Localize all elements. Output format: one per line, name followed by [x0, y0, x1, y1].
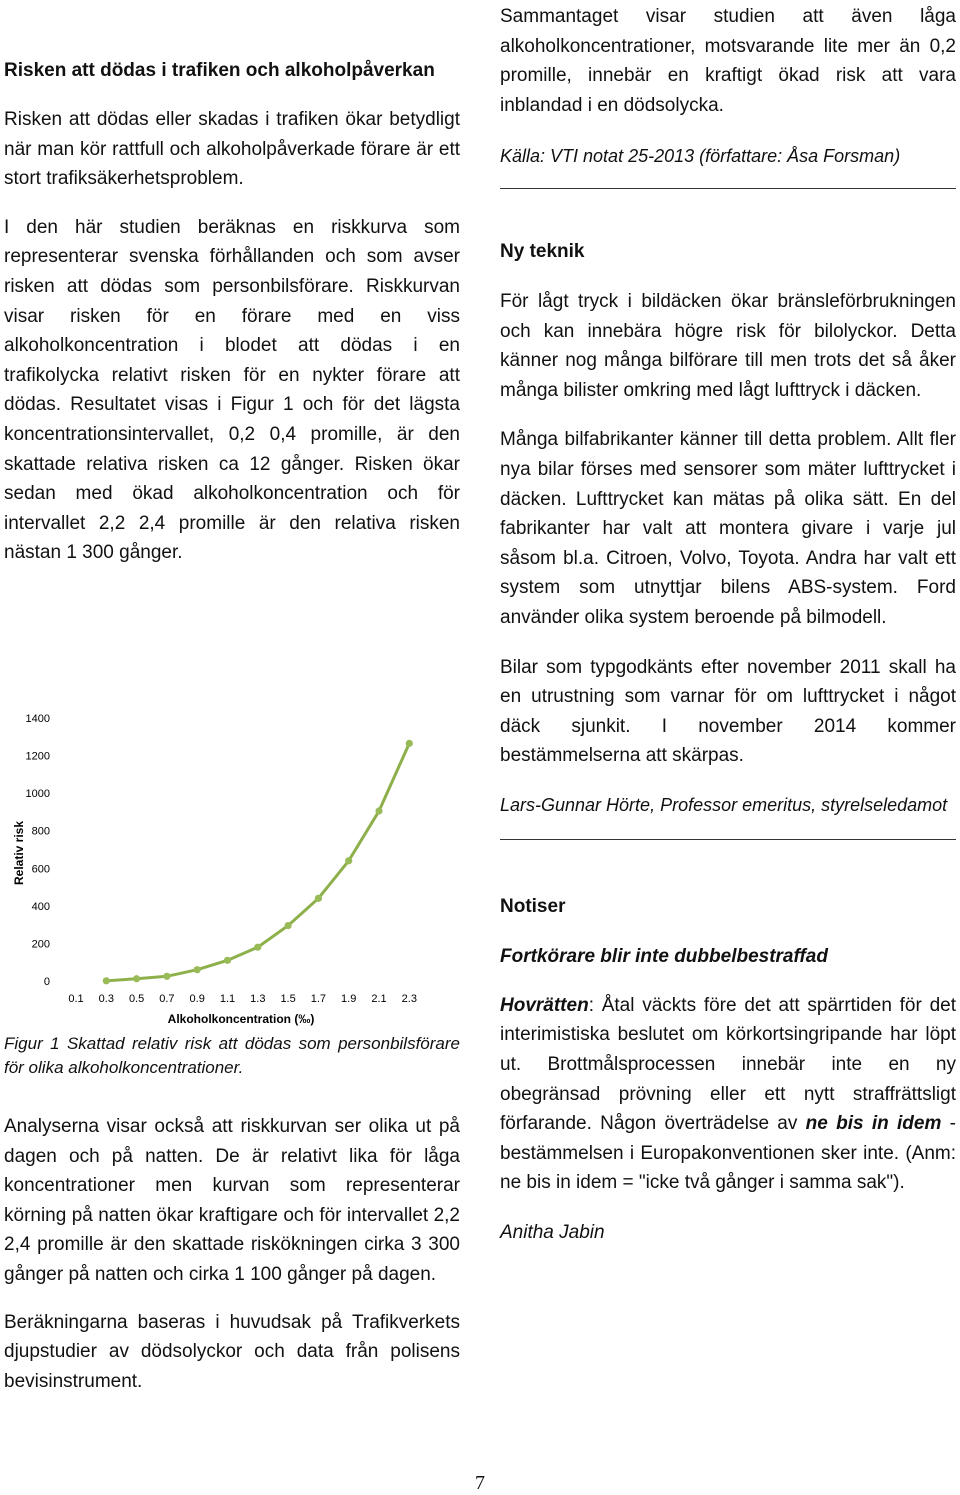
x-tick-label: 0.3: [98, 993, 114, 1005]
notice-text-b: - bestämmelsen i Europakonventionen sker inte. (Anm: ne bis in idem = "icke två gånger i samma sak").: [500, 1113, 956, 1194]
author-signature: Lars-Gunnar Hörte, Professor emeritus, styrelseledamot: [500, 794, 948, 815]
section-heading-ny-teknik: Ny teknik: [500, 240, 585, 262]
x-tick-label: 1.9: [341, 993, 357, 1005]
source-citation: Källa: VTI notat 25-2013 (författare: Åsa Forsman): [500, 146, 901, 167]
x-tick-label: 1.5: [280, 993, 296, 1005]
paragraph-manufacturers: Många bilfabrikanter känner till detta problem. Allt fler nya bilar förses med sensorer som mäter lufttrycket i däcken. Lufttrycket kan mätas på olika sätt. En del fabrikanter har valt att montera givare i varje jul såsom bl.a. Citroen, Volvo, Toyota. Andra har valt ett system som utnyttjar bilens ABS-system. Ford använder olika system beroende på bilmodell.: [500, 429, 956, 628]
y-axis-label: Relativ risk: [12, 820, 26, 886]
x-tick-label: 0.9: [189, 993, 205, 1005]
y-tick-label: 800: [31, 825, 50, 838]
y-tick-label: 600: [31, 863, 50, 876]
left-column: [4, 0, 460, 1392]
notice-text-a: : Åtal väckts före det att spärrtiden för det interimistiska beslutet om körkortsingripande har löpt ut. Brottmålsprocessen innebär inte en ny obegränsad prövning eller ett nytt straffrättsligt förfarande. Någon överträdelse av: [500, 994, 956, 1135]
data-point: [315, 895, 322, 902]
legal-term: ne bis in idem: [805, 1113, 942, 1135]
risk-chart: [4, 700, 444, 1030]
data-point: [406, 740, 413, 747]
paragraph-data-source: Beräkningarna baseras i huvudsak på Trafikverkets djupstudier av dödsolyckor och data från polisens bevisinstrument.: [4, 1311, 460, 1392]
data-point: [163, 973, 170, 980]
x-tick-label: 1.3: [250, 993, 266, 1005]
x-tick-label: 1.7: [310, 993, 327, 1005]
x-tick-label: 1.1: [219, 993, 236, 1005]
y-tick-label: 1400: [25, 713, 50, 725]
notice-author: Anitha Jabin: [500, 1222, 605, 1244]
x-axis-label: Alkoholkoncentration (‰): [167, 1012, 315, 1026]
paragraph-tire-pressure: För lågt tryck i bildäcken ökar bränsleförbrukningen och kan innebära högre risk för bilolyckor. Detta känner nog många bilförare till men trots det så åker många bilister omkring med lågt lufttryck i däcken.: [500, 290, 956, 401]
paragraph-court-notice: [500, 991, 956, 1198]
paragraph-regulation: Bilar som typgodkänts efter november 2011 skall ha en utrustning som varnar för om lufttrycket i något däck sjunkit. I november 2014 kommer bestämmelserna att skärpas.: [500, 656, 956, 767]
paragraph-intro: Risken att dödas eller skadas i trafiken ökar betydligt när man kör rattfull och alkoholpåverkade förare är ett stort trafiksäkerhetsproblem.: [4, 109, 460, 190]
data-point: [194, 966, 201, 973]
notice-heading: Fortkörare blir inte dubbelbestraffad: [500, 945, 828, 967]
article-heading: Risken att dödas i trafiken och alkoholpåverkan: [4, 60, 435, 81]
data-point: [103, 977, 110, 984]
right-column: [500, 0, 956, 1248]
risk-chart-svg: [4, 700, 444, 1030]
paragraph-study: I den här studien beräknas en riskkurva som representerar svenska förhållanden och som avser risken att dödas som personbilsförare. Riskkurvan visar risken för en förare med en viss alkoholkoncentration i blodet att dödas i en trafikolycka relativt risken för en nykter förare att dödas. Resultatet visas i Figur 1 och för det lägsta koncentrationsintervallet, 0,2 0,4 promille, är den skattade relativa risken ca 12 gånger. Risken ökar sedan med ökad alkoholkoncentration och för intervallet 2,2 2,4 promille är den relativa risken nästan 1 300 gånger.: [4, 216, 460, 564]
x-tick-label: 0.7: [159, 993, 175, 1005]
data-point: [224, 957, 231, 964]
page-number: 7: [475, 1472, 485, 1494]
x-tick-label: 0.5: [128, 993, 145, 1005]
x-tick-label: 2.3: [401, 993, 417, 1005]
data-point: [285, 922, 292, 929]
paragraph-day-night: Analyserna visar också att riskkurvan ser olika ut på dagen och på natten. De är relativt lika för låga koncentrationer men kurvan som representerar körning på natten ökar kraftigare och för intervallet 2,2 2,4 promille är den skattade riskökningen cirka 3 300 gånger på natten och cirka 1 100 gånger på dagen.: [4, 1116, 460, 1285]
y-tick-label: 1000: [25, 788, 50, 801]
court-label: Hovrätten: [500, 994, 589, 1016]
paragraph-summary: Sammantaget visar studien att även låga alkoholkoncentrationer, motsvarande lite mer än 0,2 promille, innebär en kraftigt ökad risk att vara inblandad i en dödsolycka.: [500, 6, 956, 116]
section-heading-notiser: Notiser: [500, 895, 566, 917]
data-point: [375, 807, 382, 814]
y-tick-label: 400: [31, 900, 50, 913]
data-point: [254, 944, 261, 951]
y-tick-label: 1200: [25, 750, 50, 763]
x-tick-label: 2.1: [371, 993, 387, 1005]
x-tick-label: 0.1: [68, 993, 84, 1005]
y-tick-label: 200: [31, 938, 50, 951]
data-point: [345, 857, 352, 864]
y-tick-label: 0: [43, 976, 50, 988]
data-point: [133, 975, 140, 982]
figure-caption: Figur 1 Skattad relativ risk att dödas som personbilsförare för olika alkoholkoncentrationer.: [4, 1034, 460, 1077]
